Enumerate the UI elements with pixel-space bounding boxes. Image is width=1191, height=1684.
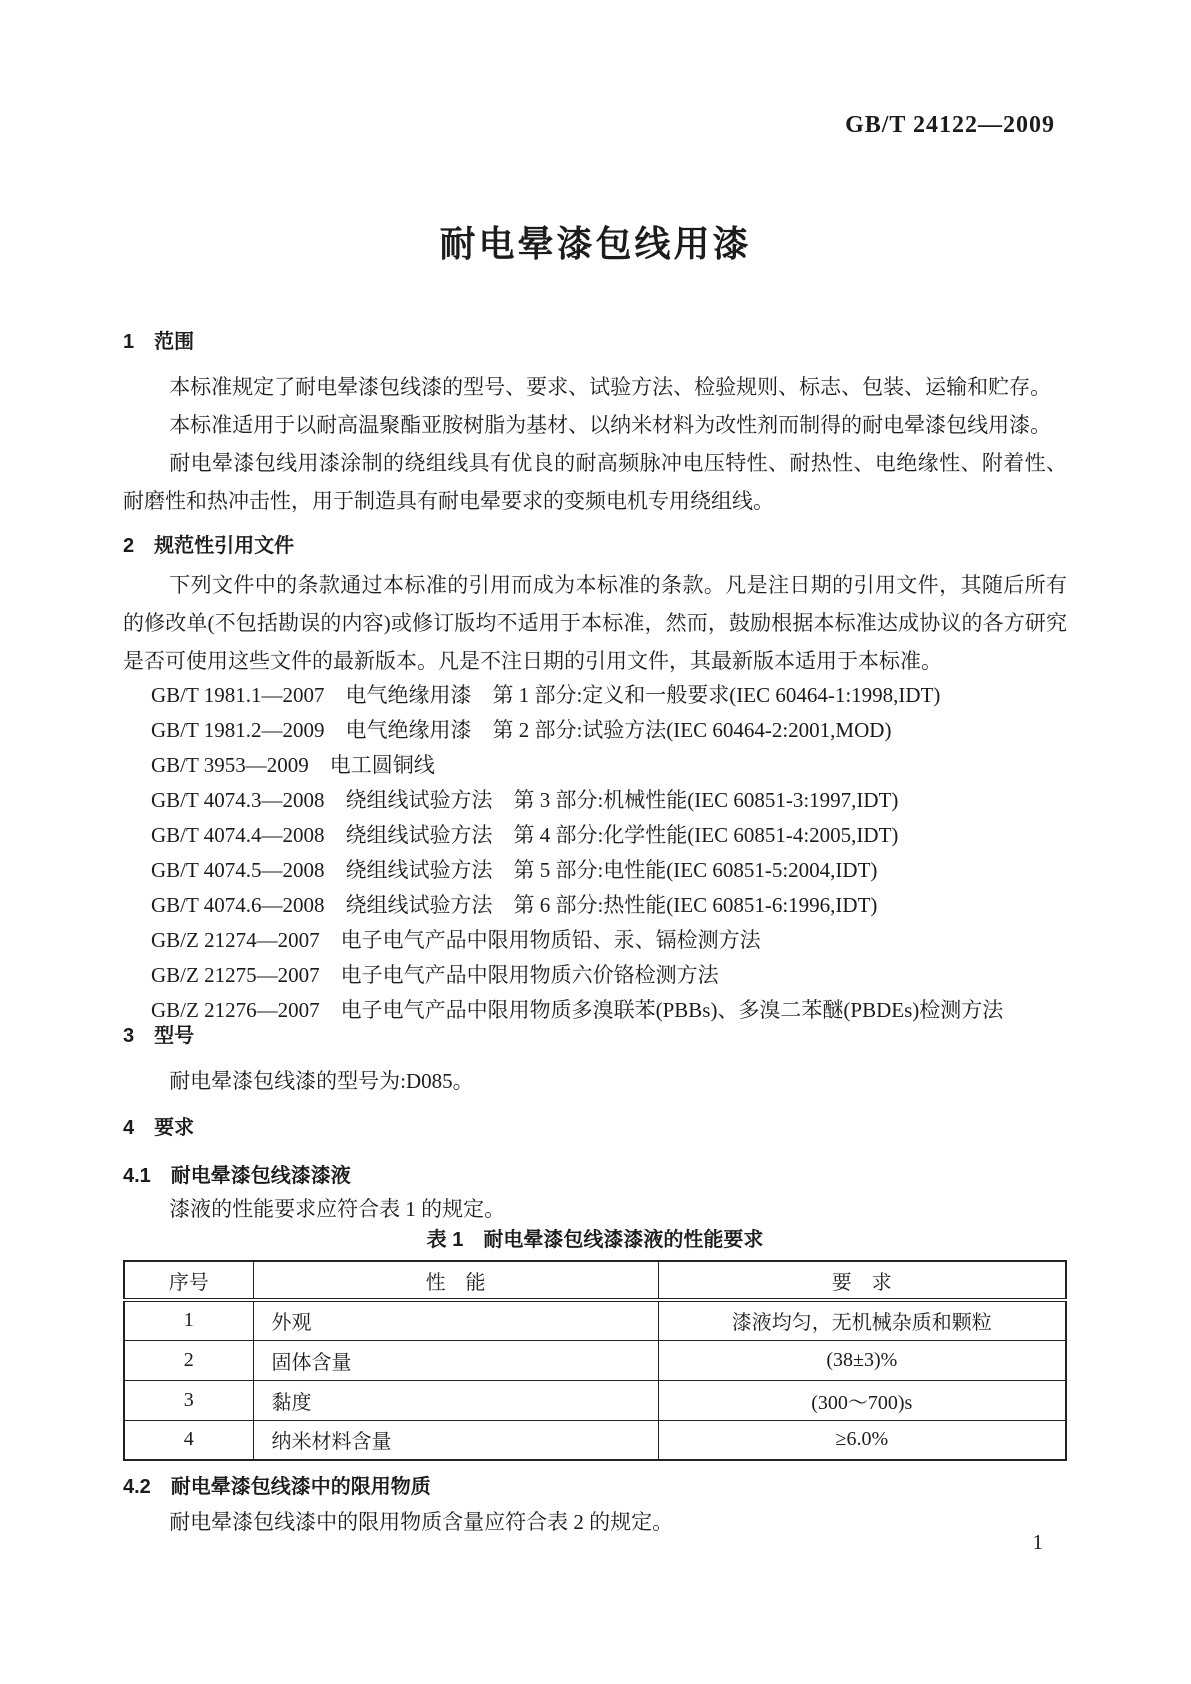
cell-requirement: ≥6.0% <box>658 1420 1066 1460</box>
cell-property: 纳米材料含量 <box>253 1420 658 1460</box>
scope-paragraph-1: 本标准规定了耐电晕漆包线漆的型号、要求、试验方法、检验规则、标志、包装、运输和贮存。 <box>169 375 1052 399</box>
standard-number: GB/T 24122—2009 <box>845 112 1055 138</box>
reference-item: GB/T 1981.2—2009 电气绝缘用漆 第 2 部分:试验方法(IEC 60464-2:2001,MOD) <box>151 718 892 742</box>
table-header-row <box>124 1261 1066 1300</box>
cell-seq: 2 <box>124 1340 253 1380</box>
section-heading-normative-references: 2 规范性引用文件 <box>123 535 295 557</box>
section-heading-requirements: 4 要求 <box>123 1117 195 1139</box>
cell-requirement: (38±3)% <box>658 1340 1066 1380</box>
cell-seq: 1 <box>124 1300 253 1340</box>
cell-property: 黏度 <box>253 1380 658 1420</box>
document-body <box>123 0 1067 1541</box>
document-title: 耐电晕漆包线用漆 <box>439 223 752 264</box>
reference-item: GB/T 4074.4—2008 绕组线试验方法 第 4 部分:化学性能(IEC 60851-4:2005,IDT) <box>151 823 899 847</box>
reference-item: GB/T 4074.5—2008 绕组线试验方法 第 5 部分:电性能(IEC 60851-5:2004,IDT) <box>151 858 878 882</box>
page-number: 1 <box>1032 1530 1043 1554</box>
scope-paragraph-3: 耐电晕漆包线用漆涂制的绕组线具有优良的耐高频脉冲电压特性、耐热性、电绝缘性、附着性、耐磨性和热冲击性，用于制造具有耐电晕要求的变频电机专用绕组线。 <box>123 451 1067 513</box>
cell-seq: 3 <box>124 1380 253 1420</box>
reference-item: GB/T 4074.6—2008 绕组线试验方法 第 6 部分:热性能(IEC 60851-6:1996,IDT) <box>151 893 878 917</box>
subsection-heading-restricted-substances: 4.2 耐电晕漆包线漆中的限用物质 <box>123 1476 431 1498</box>
table1-caption: 表 1 耐电晕漆包线漆漆液的性能要求 <box>426 1229 764 1251</box>
restricted-substances-paragraph: 耐电晕漆包线漆中的限用物质含量应符合表 2 的规定。 <box>169 1510 674 1534</box>
references-intro-paragraph: 下列文件中的条款通过本标准的引用而成为本标准的条款。凡是注日期的引用文件，其随后所有的修改单(不包括勘误的内容)或修订版均不适用于本标准，然而，鼓励根据本标准达成协议的各方研究是否可使用这些文件的最新版本。凡是不注日期的引用文件，其最新版本适用于本标准。 <box>123 573 1067 673</box>
reference-item: GB/T 4074.3—2008 绕组线试验方法 第 3 部分:机械性能(IEC 60851-3:1997,IDT) <box>151 788 899 812</box>
column-header-requirement: 要 求 <box>658 1261 1066 1300</box>
table-row <box>124 1420 1066 1460</box>
column-header-property: 性 能 <box>253 1261 658 1300</box>
cell-requirement: (300～700)s <box>658 1380 1066 1420</box>
table-row <box>124 1340 1066 1380</box>
section-heading-scope: 1 范围 <box>123 331 195 353</box>
cell-requirement: 漆液均匀，无机械杂质和颗粒 <box>658 1300 1066 1340</box>
model-paragraph: 耐电晕漆包线漆的型号为:D085。 <box>169 1069 474 1093</box>
section-heading-model: 3 型号 <box>123 1025 195 1047</box>
reference-item: GB/Z 21274—2007 电子电气产品中限用物质铅、汞、镉检测方法 <box>151 928 761 952</box>
table-row <box>124 1380 1066 1420</box>
scope-paragraph-2: 本标准适用于以耐高温聚酯亚胺树脂为基材、以纳米材料为改性剂而制得的耐电晕漆包线用漆。 <box>169 413 1052 437</box>
table-row <box>124 1300 1066 1340</box>
cell-property: 固体含量 <box>253 1340 658 1380</box>
reference-item: GB/Z 21275—2007 电子电气产品中限用物质六价铬检测方法 <box>151 963 719 987</box>
table1-performance-requirements <box>123 1260 1067 1461</box>
column-header-seq: 序号 <box>124 1261 253 1300</box>
cell-seq: 4 <box>124 1420 253 1460</box>
reference-item: GB/Z 21276—2007 电子电气产品中限用物质多溴联苯(PBBs)、多溴二苯醚(PBDEs)检测方法 <box>151 998 1004 1022</box>
subsection-heading-varnish-liquid: 4.1 耐电晕漆包线漆漆液 <box>123 1165 351 1187</box>
reference-list <box>123 678 1067 1028</box>
varnish-liquid-paragraph: 漆液的性能要求应符合表 1 的规定。 <box>169 1197 506 1221</box>
reference-item: GB/T 1981.1—2007 电气绝缘用漆 第 1 部分:定义和一般要求(IEC 60464-1:1998,IDT) <box>151 683 941 707</box>
reference-item: GB/T 3953—2009 电工圆铜线 <box>151 753 435 777</box>
cell-property: 外观 <box>253 1300 658 1340</box>
